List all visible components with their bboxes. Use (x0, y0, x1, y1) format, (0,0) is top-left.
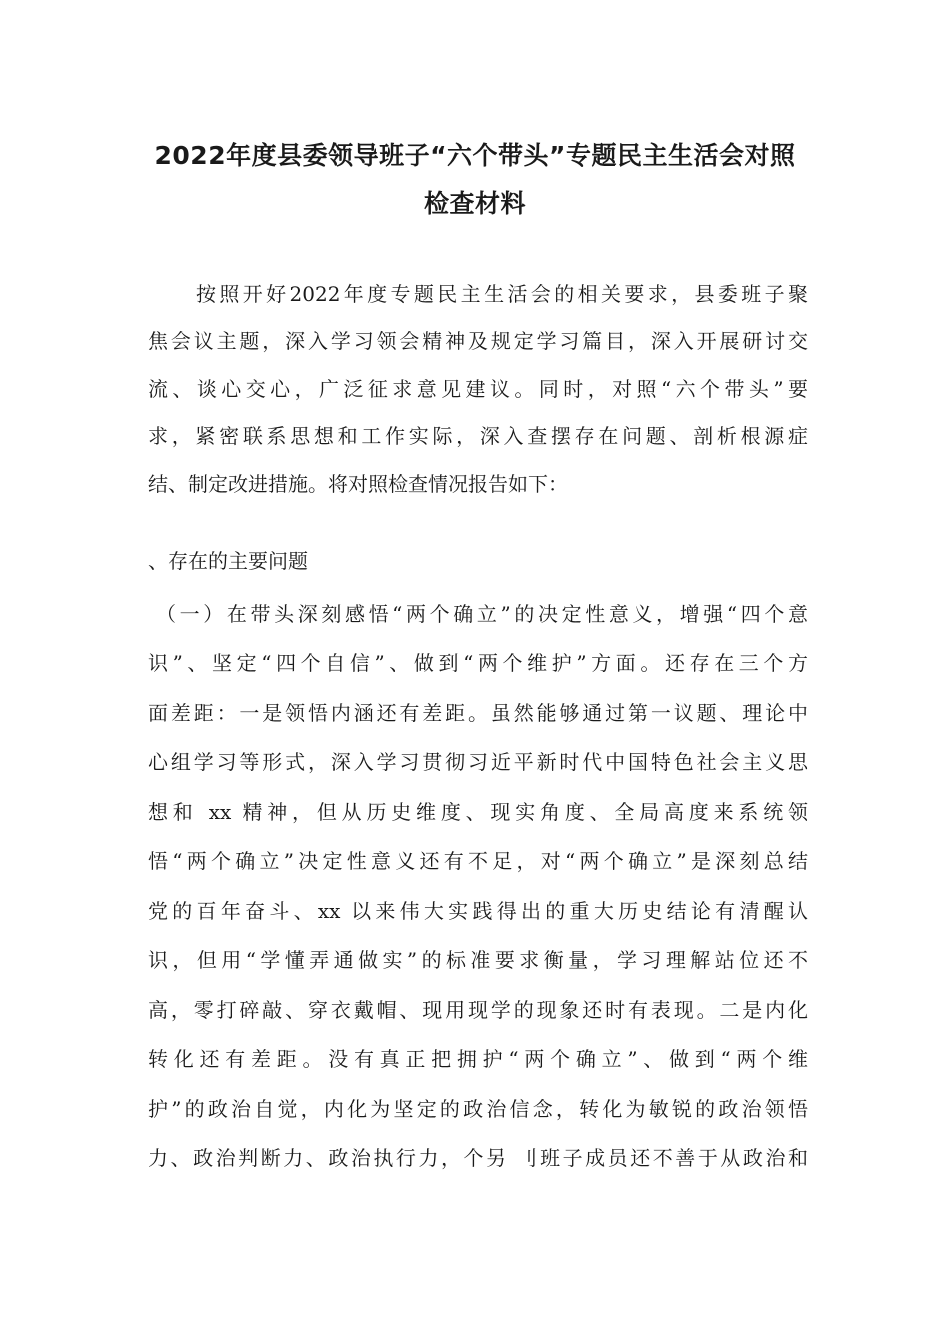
intro-line: 结、制定改进措施。将对照检查情况报告如下： (148, 472, 568, 496)
body-line: 高，零打碎敲、穿衣戴帽、现用现学的现象还时有表现。二是内化 (148, 998, 808, 1022)
body-line: 悟“两个确立”决定性意义还有不足，对“两个确立”是深刻总结 (148, 849, 808, 873)
body-line: 力、政治判断力、政治执行力，个另 刂班子成员还不善于从政治和 (148, 1146, 808, 1170)
document-title-line-1: 2022年度县委领导班子“六个带头”专题民主生活会对照 (154, 141, 796, 170)
body-line: 护”的政治自觉，内化为坚定的政治信念，转化为敏锐的政治领悟 (148, 1097, 808, 1121)
document-title-line-2: 检查材料 (423, 189, 526, 218)
intro-line: 按照开好2022年度专题民主生活会的相关要求，县委班子聚 (196, 282, 808, 306)
intro-line: 流、谈心交心，广泛征求意见建议。同时，对照“六个带头”要 (148, 377, 808, 401)
body-line: 转化还有差距。没有真正把拥护“两个确立”、做到“两个维 (148, 1047, 808, 1071)
body-line: 想和 xx 精神，但从历史维度、现实角度、全局高度来系统领 (148, 800, 808, 824)
body-line: 面差距：一是领悟内涵还有差距。虽然能够通过第一议题、理论中 (148, 701, 808, 725)
intro-line: 求，紧密联系思想和工作实际，深入查摆存在问题、剖析根源症 (148, 424, 808, 448)
body-line: 心组学习等形式，深入学习贯彻习近平新时代中国特色社会主义思 (148, 750, 808, 774)
body-line: 识，但用“学懂弄通做实”的标准要求衡量，学习理解站位还不 (148, 948, 808, 972)
body-line: 党的百年奋斗、xx 以来伟大实践得出的重大历史结论有清醒认 (148, 899, 808, 923)
intro-line: 焦会议主题，深入学习领会精神及规定学习篇目，深入开展研讨交 (148, 329, 808, 353)
section-heading: 、存在的主要问题 (148, 549, 308, 573)
body-line: （一）在带头深刻感悟“两个确立”的决定性意义，增强“四个意 (156, 602, 808, 626)
body-line: 识”、坚定“四个自信”、做到“两个维护”方面。还存在三个方 (148, 651, 808, 675)
